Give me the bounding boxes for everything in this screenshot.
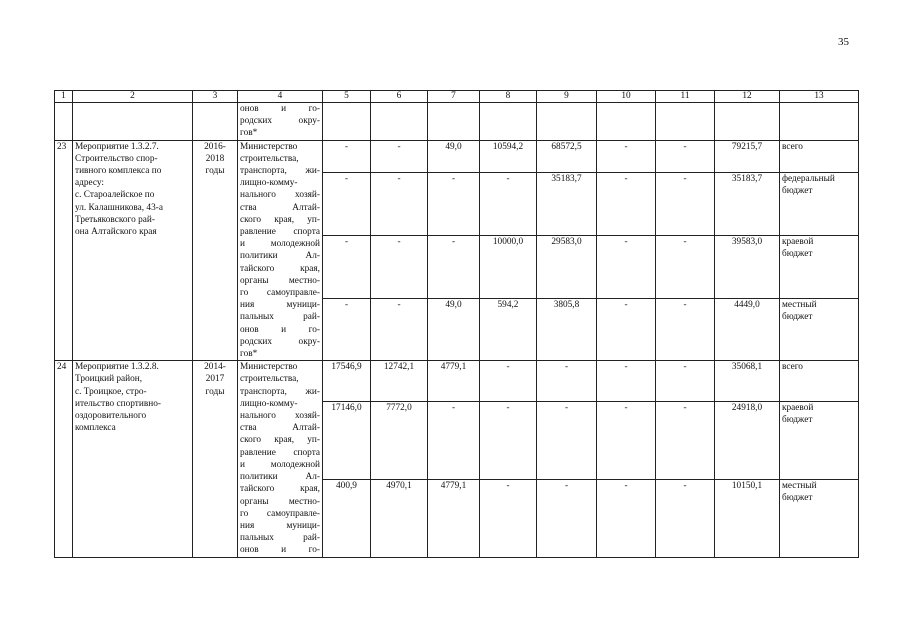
text-line: 2014-	[204, 362, 226, 373]
program-table	[54, 90, 859, 558]
value-cell: 68572,5	[537, 140, 597, 173]
number-cell	[55, 103, 73, 141]
text-line: онов и го-	[240, 324, 320, 335]
text-line: органы местно-	[240, 275, 320, 286]
executor-cell	[238, 361, 323, 557]
value-cell: -	[537, 401, 597, 479]
value-cell: -	[480, 173, 537, 236]
value-cell: 29583,0	[537, 235, 597, 298]
value-cell: -	[428, 401, 480, 479]
value-cell: -	[323, 298, 371, 361]
column-number-6: 6	[371, 91, 428, 103]
value-cell: -	[597, 173, 656, 236]
value-cell: -	[656, 401, 715, 479]
text-line: комплекса	[75, 423, 116, 434]
text-line: тайского края,	[240, 263, 320, 274]
value-cell: -	[656, 140, 715, 173]
value-cell: 400,9	[323, 479, 371, 557]
text-line: ства Алтай-	[240, 202, 320, 213]
text-line: краевой	[782, 236, 814, 247]
text-line: местный	[782, 299, 817, 310]
value-cell: -	[597, 479, 656, 557]
text-line: она Алтайского края	[75, 227, 157, 238]
value-cell: -	[656, 479, 715, 557]
column-number-12: 12	[715, 91, 780, 103]
measure-name-cell	[73, 140, 193, 361]
value-cell: -	[537, 361, 597, 401]
value-cell	[537, 103, 597, 141]
text-line: ства Алтай-	[240, 423, 320, 434]
years-cell	[193, 140, 238, 361]
value-cell	[371, 103, 428, 141]
measure-name-cell	[73, 361, 193, 557]
text-line: го самоуправле-	[240, 508, 320, 519]
value-cell: 24918,0	[715, 401, 780, 479]
text-line: органы местно-	[240, 496, 320, 507]
text-line: ния муници-	[240, 300, 320, 311]
value-cell	[597, 103, 656, 141]
text-line: и молодежной	[240, 239, 320, 250]
value-cell: 35068,1	[715, 361, 780, 401]
text-line: всего	[782, 362, 803, 373]
table-body	[55, 103, 859, 558]
value-cell: 12742,1	[371, 361, 428, 401]
text-line: Мероприятие 1.3.2.7.	[75, 141, 159, 152]
value-cell: 10594,2	[480, 140, 537, 173]
executor-cell	[238, 103, 323, 141]
text-line: с. Троицкое, стро-	[75, 386, 147, 397]
column-number-3: 3	[193, 91, 238, 103]
value-cell: 7772,0	[371, 401, 428, 479]
text-line: нального хозяй-	[240, 411, 320, 422]
value-cell: -	[323, 173, 371, 236]
value-cell: 39583,0	[715, 235, 780, 298]
years-cell	[193, 361, 238, 557]
text-line: строительства,	[240, 374, 299, 385]
value-cell: 4779,1	[428, 479, 480, 557]
text-line: всего	[782, 141, 803, 152]
value-cell: -	[480, 401, 537, 479]
executor-cell	[238, 140, 323, 361]
text-line: оздоровительного	[75, 411, 147, 422]
value-cell: -	[428, 235, 480, 298]
column-number-8: 8	[480, 91, 537, 103]
text-line: гов*	[240, 349, 258, 360]
text-line: с. Староалейское по	[75, 190, 155, 201]
value-cell: -	[323, 140, 371, 173]
text-line: равление спорта	[240, 227, 320, 238]
value-cell	[656, 103, 715, 141]
value-cell: 35183,7	[715, 173, 780, 236]
value-cell	[480, 103, 537, 141]
text-line: 2016-	[204, 141, 226, 152]
value-cell: 35183,7	[537, 173, 597, 236]
value-cell: -	[371, 298, 428, 361]
text-line: Строительство спор-	[75, 153, 158, 164]
text-line: пальных рай-	[240, 533, 320, 544]
text-line: бюджет	[782, 186, 813, 197]
source-cell	[780, 103, 859, 141]
text-line: строительства,	[240, 153, 299, 164]
value-cell	[715, 103, 780, 141]
text-line: транспорта, жи-	[240, 166, 320, 177]
number-cell: 23	[55, 140, 73, 361]
text-line: Министерство	[240, 141, 298, 152]
value-cell: -	[656, 361, 715, 401]
value-cell: 3805,8	[537, 298, 597, 361]
text-line: ительство спортивно-	[75, 398, 161, 409]
text-line: Мероприятие 1.3.2.8.	[75, 362, 159, 373]
value-cell: -	[428, 173, 480, 236]
text-line: краевой	[782, 402, 814, 413]
text-line: ул. Калашникова, 43-а	[75, 202, 163, 213]
value-cell: -	[597, 401, 656, 479]
text-line: пальных рай-	[240, 312, 320, 323]
number-cell: 24	[55, 361, 73, 557]
text-line: тивного комплекса по	[75, 166, 162, 177]
source-cell	[780, 401, 859, 479]
text-line: онов и го-	[240, 104, 320, 114]
source-cell	[780, 298, 859, 361]
column-number-2: 2	[73, 91, 193, 103]
value-cell: -	[656, 173, 715, 236]
text-line: ского края, уп-	[240, 214, 320, 225]
value-cell: -	[371, 140, 428, 173]
text-line: годы	[205, 166, 225, 177]
column-number-7: 7	[428, 91, 480, 103]
value-cell: 4449,0	[715, 298, 780, 361]
source-cell	[780, 361, 859, 401]
value-cell: 17146,0	[323, 401, 371, 479]
column-number-9: 9	[537, 91, 597, 103]
source-cell	[780, 235, 859, 298]
measure-row	[55, 361, 859, 401]
value-cell: 4779,1	[428, 361, 480, 401]
value-cell	[323, 103, 371, 141]
value-cell: -	[480, 479, 537, 557]
text-line: гов*	[240, 128, 258, 139]
value-cell: -	[537, 479, 597, 557]
text-line: Троицкий район,	[75, 374, 143, 385]
column-number-11: 11	[656, 91, 715, 103]
value-cell: -	[656, 298, 715, 361]
value-cell: -	[597, 140, 656, 173]
text-line: равление спорта	[240, 447, 320, 458]
text-line: 2018	[205, 153, 225, 164]
text-line: местный	[782, 480, 817, 491]
value-cell	[428, 103, 480, 141]
value-cell: 49,0	[428, 140, 480, 173]
value-cell: -	[371, 235, 428, 298]
text-line: федеральный	[782, 174, 835, 185]
column-number-10: 10	[597, 91, 656, 103]
text-line: нального хозяй-	[240, 190, 320, 201]
value-cell: -	[656, 235, 715, 298]
text-line: лищно-комму-	[240, 178, 298, 189]
value-cell: 10150,1	[715, 479, 780, 557]
continuation-row	[55, 103, 859, 141]
text-line: тайского края,	[240, 484, 320, 495]
value-cell: -	[323, 235, 371, 298]
source-cell	[780, 479, 859, 557]
text-line: бюджет	[782, 249, 813, 260]
value-cell: 594,2	[480, 298, 537, 361]
text-line: Третьяковского рай-	[75, 214, 155, 225]
value-cell: 10000,0	[480, 235, 537, 298]
text-line: транспорта, жи-	[240, 386, 320, 397]
column-number-1: 1	[55, 91, 73, 103]
text-line: го самоуправле-	[240, 288, 320, 299]
column-number-4: 4	[238, 91, 323, 103]
measure-row	[55, 140, 859, 173]
value-cell: -	[597, 235, 656, 298]
text-line: родских окру-	[240, 116, 320, 127]
text-line: и молодежной	[240, 459, 320, 470]
text-line: ния муници-	[240, 520, 320, 531]
column-number-5: 5	[323, 91, 371, 103]
text-line: бюджет	[782, 414, 813, 425]
value-cell: -	[597, 298, 656, 361]
page-number: 35	[838, 36, 849, 48]
value-cell: 79215,7	[715, 140, 780, 173]
text-line: 2017	[205, 374, 225, 385]
value-cell: 17546,9	[323, 361, 371, 401]
text-line: онов и го-	[240, 545, 320, 556]
text-line: Министерство	[240, 362, 298, 373]
text-line: родских окру-	[240, 336, 320, 347]
value-cell: 49,0	[428, 298, 480, 361]
value-cell: -	[597, 361, 656, 401]
text-line: политики Ал-	[240, 472, 320, 483]
source-cell	[780, 140, 859, 173]
column-number-13: 13	[780, 91, 859, 103]
text-line: бюджет	[782, 492, 813, 503]
source-cell	[780, 173, 859, 236]
text-line: адресу:	[75, 178, 104, 189]
text-line: лищно-комму-	[240, 398, 298, 409]
value-cell: 4970,1	[371, 479, 428, 557]
text-line: политики Ал-	[240, 251, 320, 262]
text-line: годы	[205, 386, 225, 397]
text-line: ского края, уп-	[240, 435, 320, 446]
name-cell	[73, 103, 193, 141]
value-cell: -	[371, 173, 428, 236]
text-line: бюджет	[782, 311, 813, 322]
column-numbers-header	[55, 91, 859, 103]
value-cell: -	[480, 361, 537, 401]
years-cell	[193, 103, 238, 141]
